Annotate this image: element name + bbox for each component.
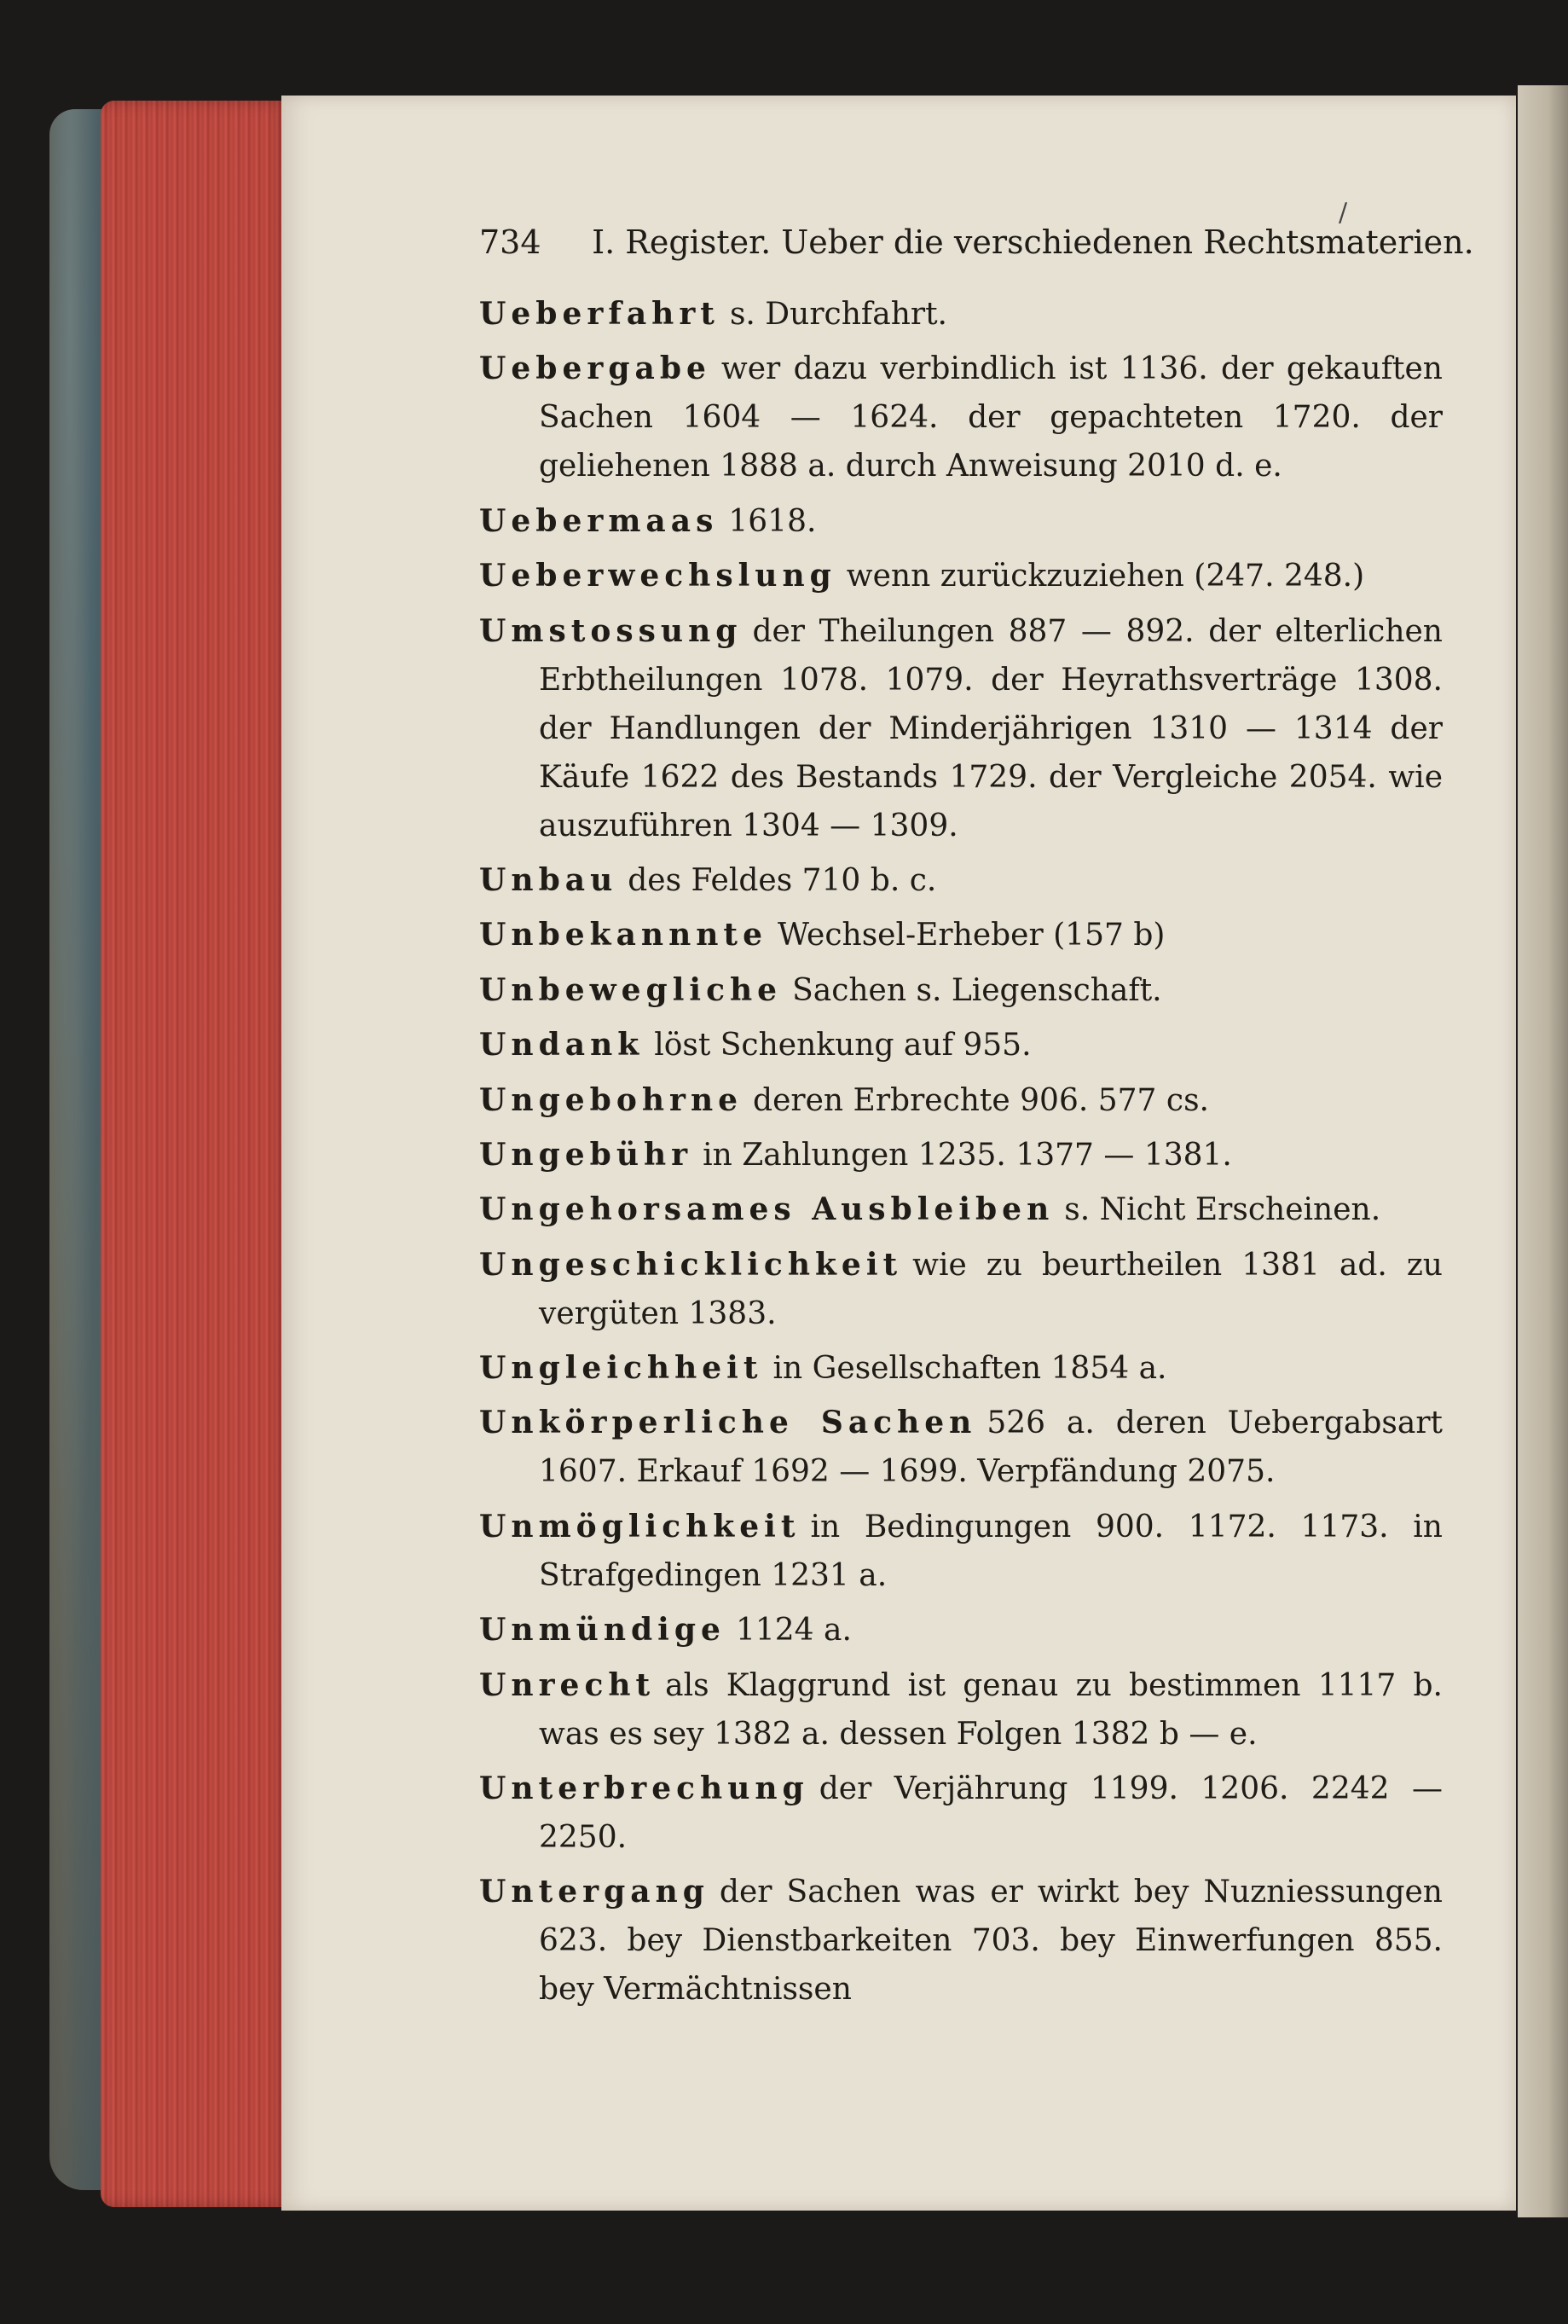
index-entry [479,345,1443,490]
entry-lemma: Ungebohrne [479,1081,743,1118]
index-entries [479,290,1443,2020]
index-entry [479,497,1443,546]
entry-text: des Feldes 710 b. c. [628,862,937,898]
entry-text: wenn zurückzuziehen (247. 248.) [846,559,1365,594]
index-entry [479,552,1443,600]
entry-text: 1124 a. [735,1613,852,1649]
entry-lemma: Ungehorsames Ausbleiben [479,1191,1055,1228]
entry-text: 526 a. deren Uebergabsart 1607. Erkauf 1692 — 1699. Verpfändung 2075. [539,1405,1443,1490]
book-page [281,96,1516,2211]
entry-lemma: Undank [479,1027,645,1063]
entry-lemma: Untergang [479,1874,709,1910]
entry-text: löst Schenkung auf 955. [654,1028,1032,1063]
index-entry [479,1131,1443,1179]
entry-lemma: Uebergabe [479,351,711,387]
index-entry [479,1868,1443,2014]
entry-lemma: Ungleichheit [479,1350,763,1387]
entry-lemma: Umstossung [479,612,743,649]
index-entry [479,911,1443,959]
index-entry [479,1185,1443,1234]
entry-lemma: Ungeschicklichkeit [479,1246,903,1283]
entry-text: in Zahlungen 1235. 1377 — 1381. [703,1137,1232,1173]
facing-page-edge [1518,85,1568,2217]
entry-text: s. Durchfahrt. [729,297,947,332]
index-entry [479,966,1443,1015]
red-page-edges [101,101,290,2207]
index-entry [479,290,1443,339]
index-entry [479,1606,1443,1655]
entry-lemma: Unmündige [479,1612,726,1649]
entry-text: der Theilungen 887 — 892. der elterlichen Erbtheilungen 1078. 1079. der Heyrathsverträge 1308. der Handlungen der Minderjährigen 1310 — 1314 der Käufe 1622 des Bestands 1729. der Vergleiche 2054. wie auszuführen 1304 — 1309. [539,613,1443,843]
entry-text: in Bedingungen 900. 1172. 1173. in Strafgedingen 1231 a. [539,1509,1443,1593]
index-entry [479,1021,1443,1069]
index-entry [479,1765,1443,1862]
entry-lemma: Unmöglichkeit [479,1508,801,1545]
index-entry [479,1399,1443,1496]
running-header [479,223,1474,268]
index-entry [479,1503,1443,1600]
index-entry [479,856,1443,905]
entry-text: deren Erbrechte 906. 577 cs. [753,1082,1209,1118]
entry-text: Sachen s. Liegenschaft. [792,972,1162,1008]
entry-text: der Sachen was er wirkt bey Nuzniessungen 623. bey Dienstbarkeiten 703. bey Einwerfungen 855. bey Vermächtnissen [539,1875,1443,2008]
entry-lemma: Ungebühr [479,1136,693,1173]
entry-text: der Verjährung 1199. 1206. 2242 — 2250. [539,1771,1443,1856]
entry-text: Wechsel-Erheber (157 b) [777,918,1166,953]
entry-lemma: Unrecht [479,1666,656,1703]
entry-lemma: Unbewegliche [479,971,783,1008]
entry-lemma: Uebermaas [479,502,719,539]
entry-text: als Klaggrund ist genau zu bestimmen 1117 b. was es sey 1382 a. dessen Folgen 1382 b — e. [539,1667,1443,1752]
ink-mark: / [1339,198,1348,228]
running-title: I. Register. Ueber die verschiedenen Rechtsmaterien. [592,223,1474,261]
entry-text: s. Nicht Erscheinen. [1064,1192,1381,1228]
entry-lemma: Unterbrechung [479,1771,809,1807]
entry-text: wer dazu verbindlich ist 1136. der gekauften Sachen 1604 — 1624. der gepachteten 1720. der geliehenen 1888 a. durch Anweisung 2010 d. e. [539,351,1443,484]
index-entry [479,1241,1443,1338]
entry-text: 1618. [728,503,817,539]
entry-text: wie zu beurtheilen 1381 ad. zu vergüten 1383. [539,1247,1443,1331]
entry-text: in Gesellschaften 1854 a. [772,1351,1167,1387]
entry-lemma: Ueberfahrt [479,296,720,332]
entry-lemma: Unkörperliche Sachen [479,1405,977,1441]
index-entry [479,607,1443,850]
index-entry [479,1344,1443,1393]
entry-lemma: Ueberwechslung [479,558,836,594]
index-entry [479,1661,1443,1759]
page-number: 734 [479,223,541,261]
entry-lemma: Unbau [479,861,618,898]
index-entry [479,1076,1443,1125]
entry-lemma: Unbekannnte [479,917,767,953]
